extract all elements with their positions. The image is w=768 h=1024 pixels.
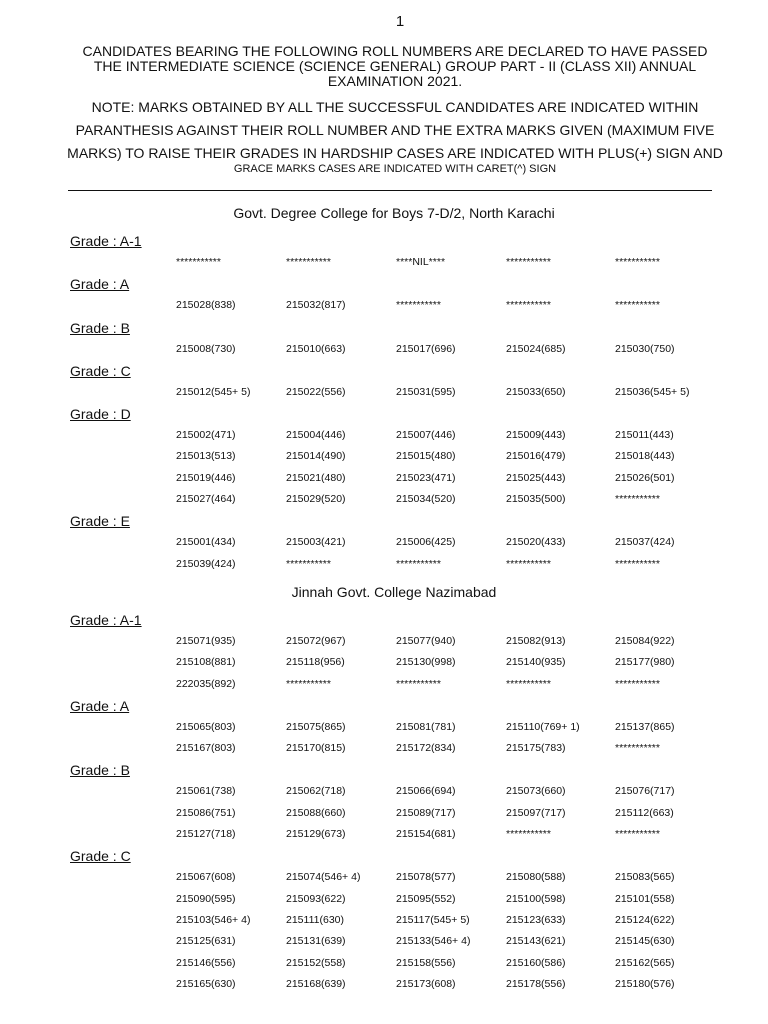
roll-number-entry: 215097(717) [506, 806, 566, 819]
roll-number-entry: 215023(471) [396, 471, 456, 484]
roll-number-entry: 215160(586) [506, 956, 566, 969]
roll-number-entry: *********** [396, 557, 441, 570]
roll-number-entry: 215039(424) [176, 557, 236, 570]
roll-number-entry: 215167(803) [176, 742, 236, 755]
roll-number-entry: 215019(446) [176, 471, 236, 484]
roll-number-entry: 215093(622) [286, 892, 346, 905]
roll-number-entry: 215010(663) [286, 342, 346, 355]
roll-number-entry: 215118(956) [286, 656, 345, 669]
roll-number-row [0, 425, 768, 446]
roll-number-entry: 215083(565) [615, 871, 675, 884]
roll-number-row [0, 738, 768, 759]
roll-number-entry: 215140(935) [506, 656, 566, 669]
roll-number-entry: 215123(633) [506, 913, 566, 926]
roll-number-entry: ****NIL**** [396, 256, 446, 268]
roll-number-entry: *********** [506, 828, 551, 841]
roll-number-entry: 215062(718) [286, 785, 346, 798]
roll-number-entry: 215168(639) [286, 977, 346, 990]
roll-number-entry: 215008(730) [176, 342, 236, 355]
roll-number-entry: 215015(480) [396, 450, 456, 463]
roll-number-entry: *********** [615, 493, 660, 506]
roll-number-row [0, 717, 768, 738]
roll-number-entry: 215026(501) [615, 471, 675, 484]
roll-number-entry: 215103(546+ 4) [176, 913, 251, 926]
roll-number-entry: 215036(545+ 5) [615, 385, 690, 398]
roll-number-entry: 215022(556) [286, 385, 346, 398]
roll-number-entry: 215020(433) [506, 536, 566, 549]
roll-number-entry: 215009(443) [506, 429, 566, 442]
roll-number-entry: *********** [506, 299, 551, 312]
grace-marks-note: GRACE MARKS CASES ARE INDICATED WITH CARET(^) SIGN [233, 163, 557, 175]
roll-number-entry: 215158(556) [396, 956, 456, 969]
roll-number-entry: 215006(425) [396, 536, 456, 549]
roll-number-row [0, 382, 768, 403]
roll-number-entry: 215090(595) [176, 892, 236, 905]
roll-number-entry: 215066(694) [396, 785, 456, 798]
roll-number-entry: 215021(480) [286, 471, 346, 484]
roll-number-row [0, 339, 768, 360]
roll-number-entry: 215031(595) [396, 385, 456, 398]
roll-number-entry: *********** [615, 742, 660, 755]
results-listing [0, 196, 768, 995]
roll-number-entry: 215146(556) [176, 956, 236, 969]
roll-number-entry: 215061(738) [176, 785, 236, 798]
roll-number-entry: 215101(558) [615, 892, 675, 905]
marks-note: NOTE: MARKS OBTAINED BY ALL THE SUCCESSFUL CANDIDATES ARE INDICATED WITHIN PARANTHESIS AGAINST THEIR ROLL NUMBER AND THE EXTRA MARKS GIVEN (MAXIMUM FIVE MARKS) TO RAISE THEIR GRADES IN HARDSHIP CASES ARE INDICATED WITH PLUS(+) SIGN AND [67, 99, 723, 161]
roll-number-entry: 215080(588) [506, 871, 566, 884]
roll-number-row [0, 554, 768, 575]
college-name: Jinnah Govt. College Nazimabad [291, 583, 497, 600]
roll-number-entry: 215133(546+ 4) [396, 935, 471, 948]
roll-number-row [0, 867, 768, 888]
roll-number-row [0, 295, 768, 316]
roll-number-entry: 222035(892) [176, 677, 236, 690]
grade-label: Grade : B [70, 762, 130, 779]
roll-number-row [0, 631, 768, 652]
roll-number-entry: 215172(834) [396, 742, 456, 755]
roll-number-entry: 215129(673) [286, 828, 346, 841]
roll-number-entry: *********** [615, 299, 660, 312]
roll-number-entry: 215002(471) [176, 429, 236, 442]
roll-number-entry: *********** [615, 256, 660, 268]
roll-number-entry: 215137(865) [615, 720, 675, 733]
grade-label: Grade : E [70, 513, 130, 530]
grade-label: Grade : D [70, 406, 131, 423]
roll-number-entry: 215035(500) [506, 493, 566, 506]
roll-number-entry: 215073(660) [506, 785, 566, 798]
roll-number-row [0, 468, 768, 489]
result-heading: CANDIDATES BEARING THE FOLLOWING ROLL NUMBERS ARE DECLARED TO HAVE PASSED THE INTERMEDIATE SCIENCE (SCIENCE GENERAL) GROUP PART - II (CLASS XII) ANNUAL EXAMINATION 2021. [82, 43, 708, 89]
roll-number-entry: 215089(717) [396, 806, 456, 819]
roll-number-entry: *********** [396, 299, 441, 312]
roll-number-row [0, 910, 768, 931]
roll-number-entry: 215173(608) [396, 977, 456, 990]
roll-number-entry: 215028(838) [176, 299, 236, 312]
roll-number-entry: 215162(565) [615, 956, 675, 969]
header-divider [68, 190, 712, 191]
roll-number-entry: 215011(443) [615, 429, 674, 442]
roll-number-entry: 215081(781) [396, 720, 456, 733]
roll-number-entry: 215027(464) [176, 493, 236, 506]
roll-number-entry: 215131(639) [286, 935, 346, 948]
roll-number-row [0, 252, 768, 273]
roll-number-row [0, 674, 768, 695]
roll-number-entry: *********** [615, 828, 660, 841]
roll-number-entry: 215065(803) [176, 720, 236, 733]
roll-number-entry: 215017(696) [396, 342, 456, 355]
roll-number-entry: 215152(558) [286, 956, 346, 969]
roll-number-entry: *********** [286, 256, 331, 268]
roll-number-entry: 215117(545+ 5) [396, 913, 470, 926]
roll-number-entry: 215024(685) [506, 342, 566, 355]
roll-number-entry: 215030(750) [615, 342, 675, 355]
roll-number-entry: 215088(660) [286, 806, 346, 819]
roll-number-entry: 215125(631) [176, 935, 236, 948]
page-number: 1 [395, 13, 405, 30]
roll-number-entry: 215175(783) [506, 742, 566, 755]
roll-number-entry: 215016(479) [506, 450, 566, 463]
roll-number-entry: 215084(922) [615, 634, 675, 647]
roll-number-entry: 215072(967) [286, 634, 346, 647]
roll-number-row [0, 803, 768, 824]
grade-label: Grade : A-1 [70, 233, 142, 249]
roll-number-entry: 215076(717) [615, 785, 675, 798]
roll-number-entry: 215067(608) [176, 871, 236, 884]
roll-number-entry: 215127(718) [176, 828, 236, 841]
roll-number-entry: 215029(520) [286, 493, 346, 506]
roll-number-entry: 215001(434) [176, 536, 236, 549]
roll-number-entry: 215018(443) [615, 450, 675, 463]
college-name: Govt. Degree College for Boys 7-D/2, North Karachi [233, 205, 555, 221]
roll-number-row [0, 781, 768, 802]
roll-number-entry: 215078(577) [396, 871, 456, 884]
roll-number-entry: 215071(935) [176, 634, 236, 647]
roll-number-entry: 215033(650) [506, 385, 566, 398]
roll-number-entry: 215124(622) [615, 913, 675, 926]
roll-number-entry: 215110(769+ 1) [506, 720, 580, 733]
roll-number-entry: 215077(940) [396, 634, 456, 647]
roll-number-entry: *********** [286, 677, 331, 690]
roll-number-row [0, 652, 768, 673]
roll-number-entry: 215143(621) [506, 935, 566, 948]
roll-number-entry: *********** [396, 677, 441, 690]
roll-number-entry: 215154(681) [396, 828, 456, 841]
roll-number-entry: 215025(443) [506, 471, 566, 484]
roll-number-entry: 215014(490) [286, 450, 346, 463]
roll-number-entry: 215130(998) [396, 656, 456, 669]
roll-number-row [0, 824, 768, 845]
roll-number-entry: 215112(663) [615, 806, 674, 819]
roll-number-entry: 215003(421) [286, 536, 346, 549]
roll-number-row [0, 953, 768, 974]
grade-label: Grade : B [70, 319, 130, 336]
roll-number-row [0, 889, 768, 910]
roll-number-row [0, 446, 768, 467]
roll-number-entry: 215007(446) [396, 429, 456, 442]
roll-number-entry: *********** [506, 557, 551, 570]
roll-number-row [0, 532, 768, 553]
grade-label: Grade : A [70, 276, 130, 293]
roll-number-entry: 215037(424) [615, 536, 675, 549]
roll-number-row [0, 931, 768, 952]
roll-number-entry: 215004(446) [286, 429, 346, 442]
grade-label: Grade : C [70, 362, 131, 379]
roll-number-entry: 215034(520) [396, 493, 456, 506]
roll-number-entry: 215108(881) [176, 656, 236, 669]
roll-number-entry: *********** [286, 557, 331, 570]
grade-label: Grade : C [70, 848, 131, 865]
roll-number-entry: 215095(552) [396, 892, 456, 905]
roll-number-entry: 215075(865) [286, 720, 346, 733]
roll-number-entry: 215165(630) [176, 977, 236, 990]
roll-number-entry: 215178(556) [506, 977, 566, 990]
grade-label: Grade : A-1 [70, 611, 142, 628]
roll-number-entry: 215111(630) [286, 913, 344, 926]
roll-number-entry: 215013(513) [176, 450, 236, 463]
roll-number-row [0, 489, 768, 510]
roll-number-entry: *********** [615, 557, 660, 570]
roll-number-entry: *********** [615, 677, 660, 690]
grade-label: Grade : A [70, 697, 130, 714]
roll-number-entry: 215082(913) [506, 634, 566, 647]
roll-number-entry: *********** [176, 256, 221, 268]
roll-number-entry: 215145(630) [615, 935, 675, 948]
roll-number-entry: 215032(817) [286, 299, 346, 312]
roll-number-entry: 215100(598) [506, 892, 566, 905]
roll-number-row [0, 974, 768, 995]
roll-number-entry: *********** [506, 677, 551, 690]
roll-number-entry: 215086(751) [176, 806, 236, 819]
roll-number-entry: 215012(545+ 5) [176, 385, 251, 398]
roll-number-entry: *********** [506, 256, 551, 268]
roll-number-entry: 215074(546+ 4) [286, 871, 361, 884]
roll-number-entry: 215180(576) [615, 977, 675, 990]
roll-number-entry: 215177(980) [615, 656, 675, 669]
roll-number-entry: 215170(815) [286, 742, 346, 755]
